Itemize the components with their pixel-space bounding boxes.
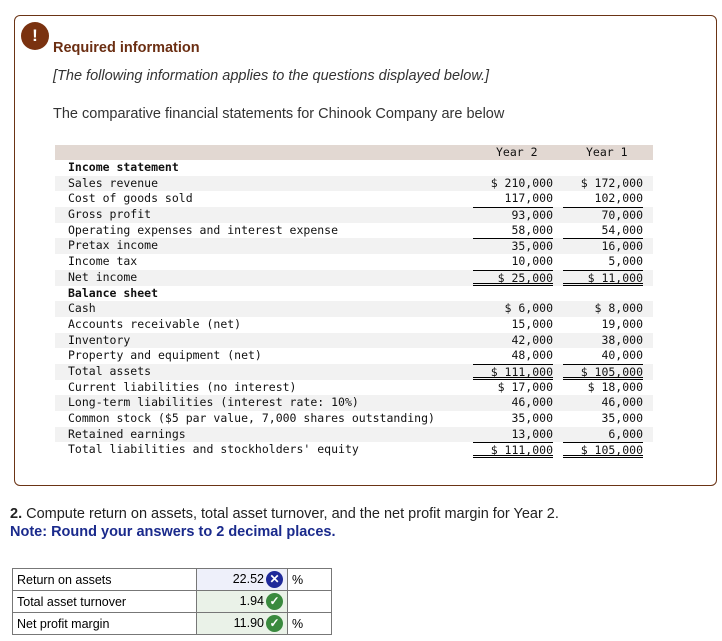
year-2-value: 13,000	[511, 426, 553, 441]
question-body: Compute return on assets, total asset turnover, and the net profit margin for Year 2.	[22, 506, 559, 522]
year-2-value: 35,000	[473, 238, 553, 254]
statement-row	[55, 380, 653, 396]
answer-unit: %	[288, 569, 332, 591]
year-1-value: 46,000	[601, 395, 643, 410]
statement-row	[55, 223, 653, 239]
statement-row	[55, 207, 653, 223]
answer-table	[12, 568, 332, 635]
row-label: Current liabilities (no interest)	[68, 379, 297, 394]
row-label: Retained earnings	[68, 426, 186, 441]
year-2-value: $ 210,000	[490, 175, 553, 190]
correct-check-icon: ✓	[266, 615, 283, 632]
answer-input[interactable]	[197, 591, 288, 613]
statement-row	[55, 364, 653, 380]
year-1-value: $ 8,000	[594, 301, 643, 316]
row-label: Sales revenue	[68, 175, 159, 190]
year-2-value: 117,000	[504, 191, 553, 206]
statement-row	[55, 160, 653, 176]
year-2-value: 58,000	[511, 222, 553, 237]
financial-statements-table	[55, 145, 653, 458]
statement-row	[55, 333, 653, 349]
row-label: Total liabilities and stockholders' equity	[68, 442, 359, 457]
year-1-value: 19,000	[601, 316, 643, 331]
statement-row	[55, 427, 653, 443]
row-label: Total assets	[68, 363, 152, 378]
answer-row	[13, 591, 332, 613]
answer-label: Return on assets	[13, 569, 197, 591]
year-2-value: 35,000	[511, 411, 553, 425]
answer-label: Total asset turnover	[13, 591, 197, 613]
answer-value: 11.90	[233, 615, 264, 630]
row-label: Balance sheet	[68, 285, 159, 300]
statement-row	[55, 176, 653, 192]
correct-check-icon: ✓	[266, 593, 283, 610]
year-1-value: 16,000	[563, 238, 643, 254]
year-1-value: 54,000	[601, 222, 643, 237]
year-1-value: 38,000	[601, 332, 643, 347]
row-label: Net income	[68, 269, 138, 284]
statement-row	[55, 238, 653, 254]
question-number: 2.	[10, 506, 23, 522]
row-label: Property and equipment (net)	[68, 348, 262, 363]
row-label: Common stock ($5 par value, 7,000 shares outstanding)	[68, 411, 435, 425]
year-2-value: 10,000	[511, 254, 553, 269]
year-1-value: $ 105,000	[563, 442, 643, 458]
info-subtitle: [The following information applies to the questions displayed below.]	[53, 68, 490, 84]
row-label: Cash	[68, 301, 96, 316]
column-year-2: Year 2	[496, 145, 538, 159]
row-label: Operating expenses and interest expense	[68, 222, 339, 237]
alert-icon: !	[21, 22, 49, 50]
statement-row	[55, 442, 653, 458]
year-2-value: 48,000	[511, 348, 553, 363]
answer-row	[13, 569, 332, 591]
answer-label: Net profit margin	[13, 613, 197, 635]
answer-input[interactable]	[197, 613, 288, 635]
answer-value: 22.52	[232, 571, 264, 586]
statement-row	[55, 301, 653, 317]
year-2-value: $ 6,000	[504, 301, 553, 316]
statement-row	[55, 191, 653, 207]
table-header	[55, 145, 653, 160]
answer-input[interactable]	[197, 569, 288, 591]
year-1-value: 40,000	[601, 348, 643, 363]
year-2-value: $ 17,000	[497, 379, 553, 394]
year-1-value: $ 172,000	[580, 175, 643, 190]
year-1-value: $ 18,000	[587, 379, 643, 394]
year-1-value: 70,000	[563, 207, 643, 223]
year-1-value: 6,000	[608, 426, 643, 441]
statement-row	[55, 395, 653, 411]
year-1-value: 102,000	[594, 191, 643, 206]
row-label: Income tax	[68, 254, 138, 269]
year-2-value: $ 25,000	[473, 270, 553, 286]
statement-row	[55, 270, 653, 286]
answer-unit: %	[288, 613, 332, 635]
statement-row	[55, 286, 653, 302]
year-1-value: $ 11,000	[563, 270, 643, 286]
answer-value: 1.94	[239, 593, 264, 608]
row-label: Long-term liabilities (interest rate: 10%)	[68, 395, 359, 410]
row-label: Income statement	[68, 160, 179, 174]
year-1-value: $ 105,000	[563, 364, 643, 380]
required-info-title: Required information	[53, 40, 200, 56]
incorrect-icon: ✕	[266, 571, 283, 588]
question-text	[10, 506, 559, 522]
rounding-note: Note: Round your answers to 2 decimal places.	[10, 524, 336, 540]
row-label: Accounts receivable (net)	[68, 316, 242, 331]
year-2-value: 46,000	[511, 395, 553, 410]
year-1-value: 35,000	[601, 411, 643, 425]
statement-row	[55, 411, 653, 427]
row-label: Cost of goods sold	[68, 191, 193, 206]
statement-row	[55, 254, 653, 270]
year-2-value: 93,000	[473, 207, 553, 223]
intro-text: The comparative financial statements for Chinook Company are below	[53, 106, 505, 122]
row-label: Pretax income	[68, 238, 159, 253]
answer-unit	[288, 591, 332, 613]
year-2-value: 42,000	[511, 332, 553, 347]
row-label: Inventory	[68, 332, 131, 347]
year-2-value: $ 111,000	[473, 364, 553, 380]
answer-row	[13, 613, 332, 635]
year-2-value: $ 111,000	[473, 442, 553, 458]
statement-row	[55, 348, 653, 364]
statement-row	[55, 317, 653, 333]
year-2-value: 15,000	[511, 316, 553, 331]
year-1-value: 5,000	[608, 254, 643, 269]
row-label: Gross profit	[68, 207, 152, 222]
column-year-1: Year 1	[586, 145, 628, 159]
